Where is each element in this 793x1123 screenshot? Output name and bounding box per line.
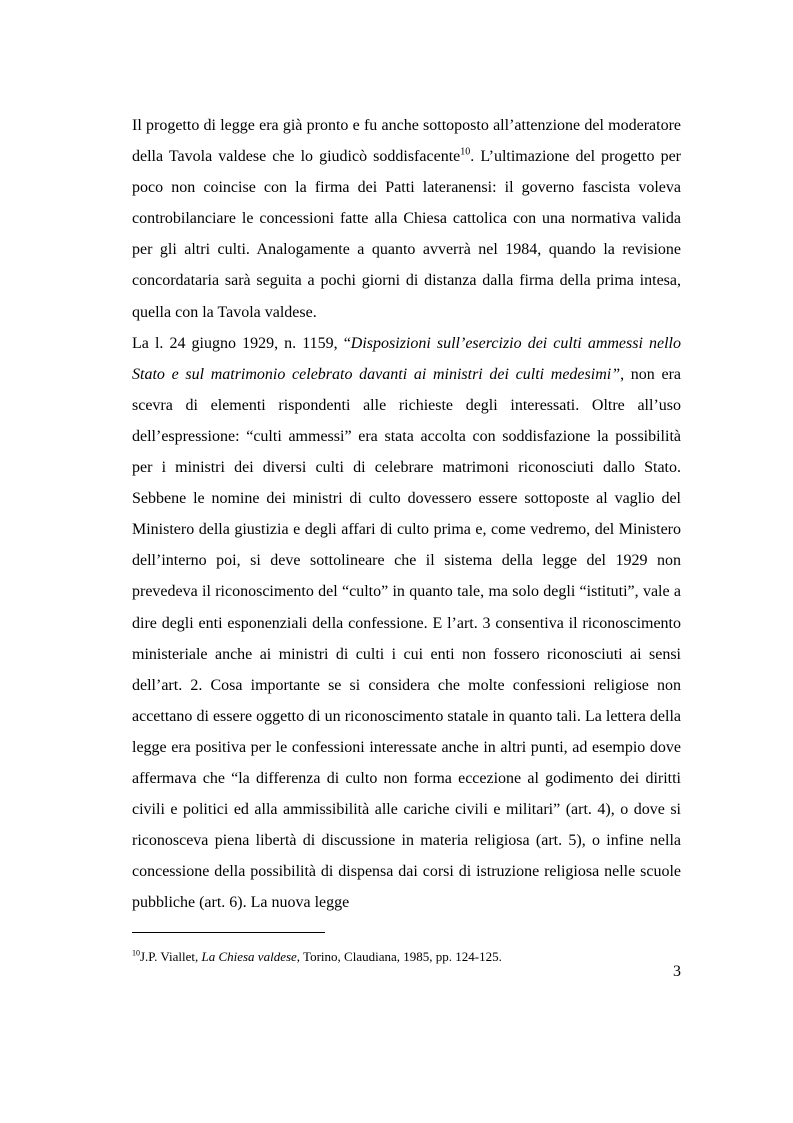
page-number: 3 [673, 963, 681, 980]
footnote-separator [132, 932, 325, 933]
footnote-author: J.P. Viallet, [140, 949, 202, 964]
paragraph-2 [132, 328, 681, 919]
law-title: Disposizioni sull’esercizio dei culti ammessi nello Stato e sul matrimonio celebrato davanti ai ministri dei culti medesimi” [132, 334, 681, 383]
paragraph-1 [132, 110, 681, 328]
footnote-number: 10 [132, 948, 140, 958]
footnote [132, 949, 681, 965]
paragraph-2-intro: La l. 24 giugno 1929, n. 1159, “ [132, 334, 351, 352]
paragraph-1-text-b: . L’ultimazione del progetto per poco non coincise con la firma dei Patti lateranensi: il governo fascista voleva controbilanciare le concessioni fatte alla Chiesa cattolica con una normativa valida per gli altri culti. Analogamente a quanto avverrà nel 1984, quando la revisione concordataria sarà seguita a pochi giorni di distanza dalla firma della prima intesa, quella con la Tavola valdese. [132, 148, 681, 321]
footnote-reference[interactable]: 10 [460, 146, 471, 158]
paragraph-2-rest: , non era scevra di elementi rispondenti alle richieste degli interessati. Oltre all’uso dell’espressione: “culti ammessi” era stata accolta con soddisfazione la possibilità per i ministri dei diversi culti di celebrare matrimoni riconosciuti dallo Stato. Sebbene le nomine dei ministri di culto dovessero essere sottoposte al vaglio del Ministero della giustizia e degli affari di culto prima e, come vedremo, del Ministero dell’interno poi, si deve sottolineare che il sistema della legge del 1929 non prevedeva il riconoscimento del “culto” in quanto tale, ma solo degli “istituti”, vale a dire degli enti esponenziali della confessione. E l’art. 3 consentiva il riconoscimento ministeriale anche ai ministri di culti i cui enti non fossero riconosciuti ai sensi dell’art. 2. Cosa importante se si considera che molte confessioni religiose non accettano di essere oggetto di un riconoscimento statale in quanto tali. La lettera della legge era positiva per le confessioni interessate anche in altri punti, ad esempio dove affermava che “la differenza di culto non forma eccezione al godimento dei diritti civili e politici ed alla ammissibilità alle cariche civili e militari” (art. 4), o dove si riconosceva piena libertà di discussione in materia religiosa (art. 5), o infine nella concessione della possibilità di dispensa dai corsi di istruzione religiosa nelle scuole pubbliche (art. 6). La nuova legge [132, 365, 682, 912]
footnote-details: , Torino, Claudiana, 1985, pp. 124-125. [296, 949, 502, 964]
footnote-title: La Chiesa valdese [201, 949, 297, 964]
paragraph-1-text-a: Il progetto di legge era già pronto e fu anche sottoposto all’attenzione del moderatore della Tavola valdese che lo giudicò soddisfacente [132, 117, 681, 166]
main-text [132, 110, 681, 918]
